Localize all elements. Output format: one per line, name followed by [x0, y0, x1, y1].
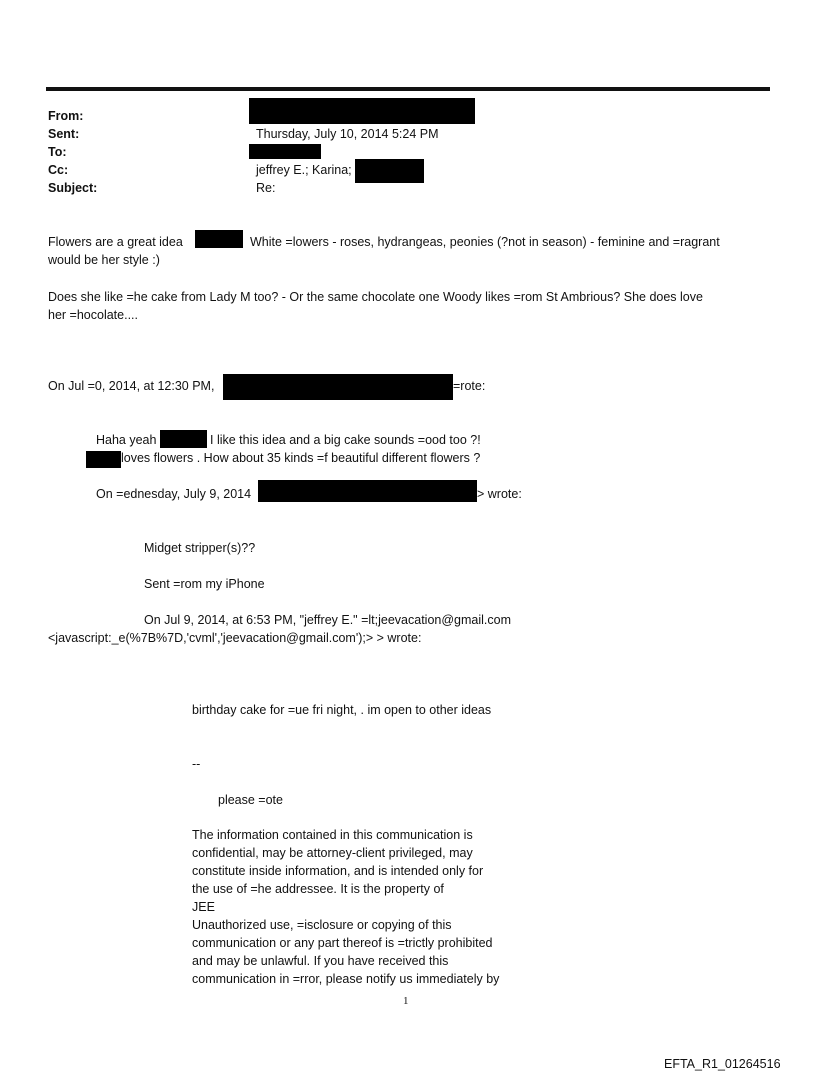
sent-value: Thursday, July 10, 2014 5:24 PM — [256, 127, 439, 141]
redaction-q2-sender — [258, 480, 477, 502]
quote3-attribution: On Jul 9, 2014, at 6:53 PM, "jeffrey E." =lt;jeevacation@gmail.com — [144, 613, 511, 627]
cc-value: jeffrey E.; Karina; — [256, 163, 352, 177]
sent-label: Sent: — [48, 127, 80, 141]
quote3-javascript-link: <javascript:_e(%7B%7D,'cvml','jeevacation@gmail.com');> > wrote: — [48, 631, 422, 645]
disclaimer-line: communication or any part thereof is =trictly prohibited — [192, 936, 493, 950]
disclaimer-line: constitute inside information, and is intended only for — [192, 864, 484, 878]
disclaimer-line: the use of =he addressee. It is the property of — [192, 882, 444, 896]
document-id: EFTA_R1_01264516 — [664, 1057, 781, 1071]
disclaimer-line: confidential, may be attorney-client privileged, may — [192, 846, 473, 860]
cc-label: Cc: — [48, 163, 69, 177]
body-p1-start: Flowers are a great idea — [48, 235, 183, 249]
body-p2-line1: Does she like =he cake from Lady M too? - Or the same chocolate one Woody likes =rom St Ambrious? She does love — [48, 290, 703, 304]
from-label: From: — [48, 109, 84, 123]
body-p1-end: White =lowers - roses, hydrangeas, peonies (?not in season) - feminine and =ragrant — [250, 235, 720, 249]
quote1-attribution: On Jul =0, 2014, at 12:30 PM, — [48, 379, 215, 393]
quote1-line2: loves flowers . How about 35 kinds =f beautiful different flowers ? — [121, 451, 481, 465]
subject-value: Re: — [256, 181, 276, 195]
page-number: 1 — [403, 995, 409, 1007]
redaction-p1 — [195, 230, 243, 248]
redaction-to — [249, 144, 321, 159]
body-p2-line2: her =hocolate.... — [48, 308, 138, 322]
disclaimer — [192, 826, 552, 988]
redaction-cc — [355, 159, 424, 183]
subject-label: Subject: — [48, 181, 98, 195]
to-label: To: — [48, 145, 67, 159]
disclaimer-line: The information contained in this communication is — [192, 828, 473, 842]
disclaimer-line: communication in =rror, please notify us immediately by — [192, 972, 500, 986]
quote1-wrote: =rote: — [453, 379, 486, 393]
header-divider — [46, 87, 770, 91]
disclaimer-line: Unauthorized use, =isclosure or copying of this — [192, 918, 452, 932]
redaction-q1-name1 — [160, 430, 207, 448]
signature-note: please =ote — [218, 793, 283, 807]
quote2-line2: Sent =rom my iPhone — [144, 577, 265, 591]
quote1-line1-end: I like this idea and a big cake sounds =ood too ?! — [210, 433, 481, 447]
redaction-q1-name2 — [86, 451, 121, 468]
redaction-from — [249, 98, 475, 124]
disclaimer-line: and may be unlawful. If you have received this — [192, 954, 449, 968]
quote2-wrote: > wrote: — [477, 487, 522, 501]
redaction-q1-sender — [223, 374, 453, 400]
quote2-attribution: On =ednesday, July 9, 2014 — [96, 487, 252, 501]
quote2-line1: Midget stripper(s)?? — [144, 541, 256, 555]
disclaimer-line: JEE — [192, 900, 215, 914]
signature-dash: -- — [192, 757, 201, 771]
quote3-message: birthday cake for =ue fri night, . im open to other ideas — [192, 703, 492, 717]
body-p1-line2: would be her style :) — [48, 253, 160, 267]
quote1-line1-start: Haha yeah — [96, 433, 157, 447]
